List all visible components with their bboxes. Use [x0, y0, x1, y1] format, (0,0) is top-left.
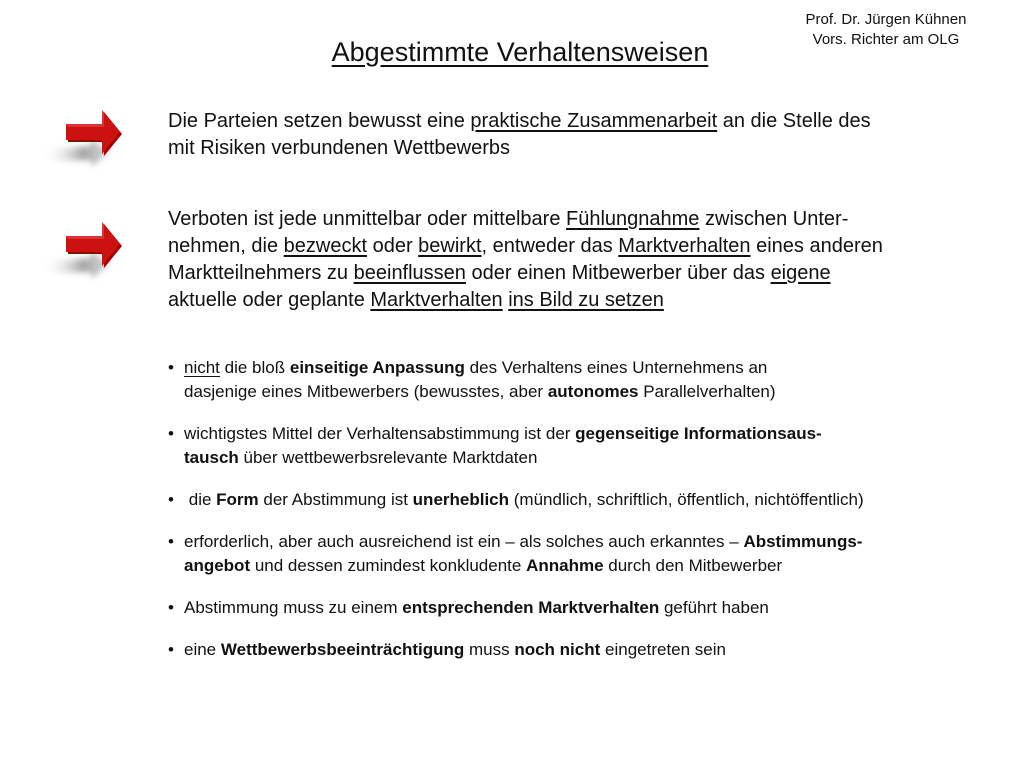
- text-segment: eines anderen: [750, 235, 883, 257]
- paragraph-line: [168, 206, 998, 233]
- text-segment: Die Parteien setzen bewusst eine: [168, 110, 471, 132]
- bullet-dot-icon: •: [168, 532, 174, 551]
- bullet-line: [184, 638, 998, 662]
- bold-phrase: einseitige Anpassung: [289, 358, 465, 377]
- underlined-phrase: praktische Zusammenarbeit: [470, 110, 718, 132]
- text-segment: oder: [367, 235, 419, 257]
- text-segment: und dessen zumindest konkludente: [250, 556, 527, 575]
- bullet-dot-icon: •: [168, 358, 174, 377]
- bullet-dot-icon: •: [168, 640, 174, 659]
- bullet-dot-icon: •: [168, 598, 174, 617]
- red-arrow-icon: [38, 220, 128, 290]
- text-segment: an die Stelle des: [717, 110, 871, 132]
- underlined-phrase: Marktverhalten: [370, 289, 503, 311]
- bold-phrase: angebot: [184, 556, 251, 575]
- bold-phrase: noch nicht: [514, 640, 601, 659]
- underlined-phrase: Marktverhalten: [618, 235, 751, 257]
- paragraph-line: [168, 108, 998, 135]
- text-segment: dasjenige eines Mitbewerbers (bewusstes, aber: [184, 382, 548, 401]
- underlined-phrase: Fühlungnahme: [566, 208, 700, 230]
- text-segment: eingetreten sein: [600, 640, 726, 659]
- slide-title: Abgestimmte Verhaltensweisen: [331, 37, 709, 67]
- paragraph-practical-cooperation: [168, 108, 998, 162]
- text-segment: Parallelverhalten): [638, 382, 776, 401]
- bold-phrase: tausch: [184, 448, 239, 467]
- text-segment: nehmen, die: [168, 235, 284, 257]
- paragraph-line: [168, 135, 998, 162]
- text-segment: der Abstimmung ist: [258, 490, 413, 509]
- bullet-dot-icon: •: [168, 490, 174, 509]
- author-name: Prof. Dr. Jürgen Kühnen: [805, 11, 967, 28]
- text-segment: oder einen Mitbewerber über das: [465, 262, 771, 284]
- text-segment: die: [184, 490, 217, 509]
- paragraph-line: [168, 287, 998, 314]
- bold-phrase: gegenseitige Informationsaus-: [575, 424, 822, 443]
- paragraph-prohibited-contact: [168, 206, 998, 314]
- text-segment: Marktteilnehmers zu: [168, 262, 354, 284]
- underlined-phrase: bewirkt: [418, 235, 482, 257]
- paragraph-line: [168, 260, 998, 287]
- bullet-dot-icon: •: [168, 424, 174, 443]
- underlined-phrase: bezweckt: [283, 235, 368, 257]
- text-segment: über wettbewerbsrelevante Marktdaten: [238, 448, 538, 467]
- bullet-list: [168, 356, 998, 662]
- text-segment: des Verhaltens eines Unternehmens an: [464, 358, 768, 377]
- text-segment: erforderlich, aber auch ausreichend ist ein – als solches auch erkanntes –: [184, 532, 744, 551]
- text-segment: muss: [464, 640, 515, 659]
- underlined-phrase: nicht: [184, 358, 220, 377]
- bold-phrase: Abstimmungs-: [743, 532, 863, 551]
- bullet-item: [168, 356, 998, 404]
- text-segment: , entweder das: [481, 235, 619, 257]
- text-segment: die bloß: [219, 358, 290, 377]
- text-segment: mit Risiken verbundenen Wettbewerbs: [168, 137, 511, 159]
- text-segment: zwischen Unter-: [699, 208, 849, 230]
- author-position: Vors. Richter am OLG: [812, 31, 960, 48]
- bold-phrase: entsprechenden Marktverhalten: [402, 598, 660, 617]
- bullet-line: [184, 446, 998, 470]
- bold-phrase: unerheblich: [412, 490, 510, 509]
- bold-phrase: Wettbewerbsbeeinträchtigung: [220, 640, 465, 659]
- bullet-line: [184, 530, 998, 554]
- bullet-line: [184, 380, 998, 404]
- red-arrow-icon: [38, 108, 128, 178]
- bullet-line: [184, 488, 998, 512]
- text-segment: (mündlich, schriftlich, öffentlich, nichtöffentlich): [509, 490, 864, 509]
- underlined-phrase: beeinflussen: [353, 262, 466, 284]
- bold-phrase: Form: [216, 490, 259, 509]
- text-segment: Abstimmung muss zu einem: [184, 598, 403, 617]
- text-segment: aktuelle oder geplante: [168, 289, 371, 311]
- bullet-line: [184, 554, 998, 578]
- bullet-item: [168, 488, 998, 512]
- underlined-phrase: eigene: [770, 262, 831, 284]
- text-segment: wichtigstes Mittel der Verhaltensabstimmung ist der: [184, 424, 576, 443]
- bullet-line: [184, 422, 998, 446]
- bold-phrase: autonomes: [547, 382, 639, 401]
- text-segment: eine: [184, 640, 221, 659]
- bullet-item: [168, 638, 998, 662]
- text-segment: durch den Mitbewerber: [603, 556, 783, 575]
- bullet-item: [168, 422, 998, 470]
- underlined-phrase: ins Bild zu setzen: [508, 289, 664, 311]
- text-segment: Verboten ist jede unmittelbar oder mittelbare: [168, 208, 566, 230]
- text-segment: geführt haben: [659, 598, 769, 617]
- paragraph-line: [168, 233, 998, 260]
- bullet-item: [168, 596, 998, 620]
- bullet-line: [184, 356, 998, 380]
- bullet-line: [184, 596, 998, 620]
- bold-phrase: Annahme: [526, 556, 604, 575]
- bullet-item: [168, 530, 998, 578]
